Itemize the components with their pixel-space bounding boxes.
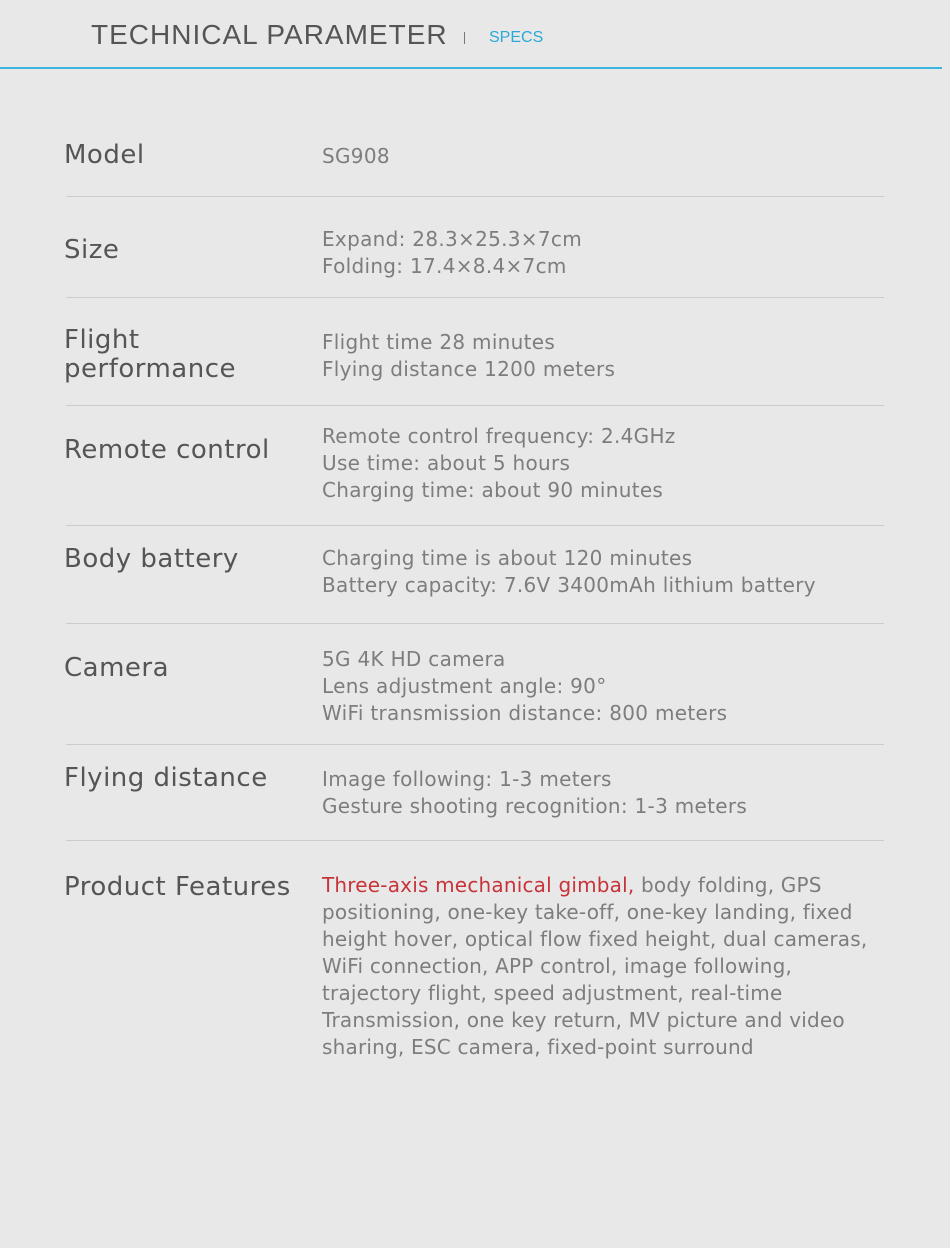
spec-value: 5G 4K HD camera	[322, 647, 506, 671]
spec-values	[322, 766, 747, 820]
page-title: TECHNICAL PARAMETER	[91, 19, 448, 50]
features-text	[322, 872, 897, 1061]
page-subtitle: SPECS	[489, 29, 544, 46]
spec-value: WiFi transmission distance: 800 meters	[322, 701, 728, 725]
divider	[66, 196, 884, 197]
spec-label: Remote control	[64, 435, 270, 465]
spec-value: Lens adjustment angle: 90°	[322, 674, 607, 698]
spec-value: Use time: about 5 hours	[322, 451, 571, 475]
spec-values	[322, 329, 615, 383]
header-divider	[464, 32, 465, 44]
spec-value: Charging time is about 120 minutes	[322, 546, 693, 570]
divider	[66, 297, 884, 298]
header	[0, 0, 942, 69]
spec-value: Gesture shooting recognition: 1-3 meters	[322, 794, 748, 818]
spec-label	[64, 326, 236, 384]
spec-value: Flying distance 1200 meters	[322, 357, 616, 381]
divider	[66, 623, 884, 624]
spec-value: Remote control frequency: 2.4GHz	[322, 424, 676, 448]
spec-label-line: Flight	[64, 325, 140, 355]
spec-value: Folding: 17.4×8.4×7cm	[322, 254, 567, 278]
divider	[66, 840, 884, 841]
spec-value: SG908	[322, 144, 390, 168]
spec-label: Camera	[64, 653, 170, 683]
spec-label: Flying distance	[64, 763, 268, 793]
spec-label: Product Features	[64, 872, 291, 902]
spec-values	[322, 423, 676, 504]
spec-label: Size	[64, 235, 120, 265]
spec-value: Expand: 28.3×25.3×7cm	[322, 227, 582, 251]
features-highlight: Three-axis mechanical gimbal,	[322, 873, 635, 897]
features-description: body folding, GPS positioning, one-key take-off, one-key landing, fixed height hover, optical flow fixed height, dual cameras, WiFi connection, APP control, image following, trajectory flight, speed adjustment, real-time Transmission, one key return, MV picture and video sharing, ESC camera, fixed-point surround	[322, 873, 868, 1059]
divider	[66, 525, 884, 526]
spec-values	[322, 226, 582, 280]
divider	[66, 744, 884, 745]
spec-value: Flight time 28 minutes	[322, 330, 556, 354]
spec-value: Charging time: about 90 minutes	[322, 478, 664, 502]
spec-values	[322, 143, 390, 170]
spec-values	[322, 545, 816, 599]
spec-label-line: performance	[64, 354, 237, 384]
spec-label: Body battery	[64, 544, 239, 574]
spec-values	[322, 646, 727, 727]
spec-value: Image following: 1-3 meters	[322, 767, 612, 791]
spec-label: Model	[64, 140, 145, 170]
spec-value: Battery capacity: 7.6V 3400mAh lithium battery	[322, 573, 816, 597]
divider	[66, 405, 884, 406]
